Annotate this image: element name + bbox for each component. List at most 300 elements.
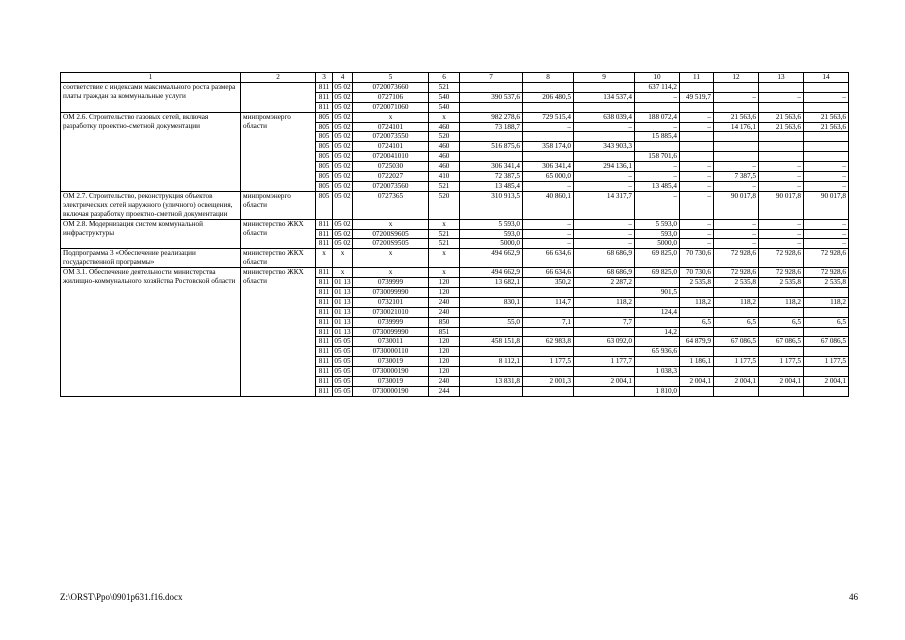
amount-cell — [759, 327, 804, 337]
amount-cell: – — [804, 181, 849, 191]
code-cell: 805 — [316, 162, 333, 172]
amount-cell — [714, 367, 759, 377]
code-cell: 01 13 — [334, 307, 351, 316]
amount-cell: – — [574, 219, 635, 229]
amount-cell: 21 563,6 — [759, 112, 804, 122]
amount-cell: 72 928,6 — [759, 268, 804, 278]
amount-cell — [574, 387, 635, 397]
code-cell: 05 02 — [334, 172, 351, 181]
amount-cell: 21 563,6 — [759, 122, 804, 132]
amount-cell — [680, 82, 714, 92]
amount-cell: 593,0 — [635, 229, 680, 239]
amount-cell: 5000,0 — [460, 239, 523, 249]
column-number-cell: 8 — [523, 73, 574, 83]
code-cell: 05 02 — [334, 102, 351, 111]
code-cell: 811 — [316, 278, 333, 288]
table-row — [61, 219, 849, 229]
amount-cell: – — [714, 239, 759, 249]
column-number-cell: 11 — [680, 73, 714, 83]
amount-cell — [804, 367, 849, 377]
amount-cell: 67 086,5 — [714, 337, 759, 347]
amount-cell: – — [759, 219, 804, 229]
amount-cell: 114,7 — [523, 297, 574, 307]
code-cell: 0730099990 — [353, 287, 429, 297]
code-cell: х — [353, 268, 429, 278]
code-cell: х — [353, 249, 429, 268]
column-number-cell: 2 — [241, 73, 316, 83]
amount-cell — [804, 347, 849, 357]
amount-cell: – — [680, 172, 714, 182]
amount-cell — [574, 132, 635, 142]
code-cell: 540 — [429, 92, 460, 102]
code-cell: 120 — [429, 278, 460, 288]
code-cell: 0732101 — [353, 297, 429, 307]
column-number-cell: 10 — [635, 73, 680, 83]
amount-cell — [680, 142, 714, 152]
amount-cell — [759, 387, 804, 397]
code-cell: 05 02 — [334, 229, 351, 238]
code-cell: 07200S9605 — [353, 229, 429, 239]
amount-cell: 6,5 — [804, 317, 849, 327]
code-cell: х — [333, 249, 353, 268]
amount-cell: 13 682,1 — [460, 278, 523, 288]
footer-file-path: Z:\ORST\Ppo\0901p631.f16.docx — [60, 592, 183, 602]
amount-cell: 7,7 — [574, 317, 635, 327]
measure-name-cell: ОМ 2.7. Строительство, реконструкция объектов электрических сетей наружного (уличного) освещения, включая разработку проектно-сметной документации — [61, 191, 241, 219]
amount-cell: – — [714, 229, 759, 239]
amount-cell — [635, 317, 680, 327]
amount-cell: 390 537,6 — [460, 92, 523, 102]
amount-cell: 2 001,3 — [523, 377, 574, 387]
executor-cell — [241, 82, 316, 112]
code-cell: 811 — [316, 357, 333, 367]
amount-cell: – — [759, 172, 804, 182]
amount-cell: 72 928,6 — [714, 268, 759, 278]
amount-cell: 66 634,6 — [523, 268, 574, 278]
amount-cell — [680, 327, 714, 337]
amount-cell: – — [804, 162, 849, 172]
column-number-cell: 7 — [460, 73, 523, 83]
amount-cell — [759, 152, 804, 162]
amount-cell — [759, 142, 804, 152]
amount-cell: 593,0 — [460, 229, 523, 239]
amount-cell: – — [804, 219, 849, 229]
code-cell: 460 — [429, 162, 460, 172]
amount-cell: 90 017,8 — [714, 191, 759, 219]
code-cell: 805 — [316, 132, 333, 142]
table-row — [61, 249, 849, 268]
code-cell: 05 05 — [334, 357, 351, 366]
amount-cell — [714, 82, 759, 92]
code-cell: 0724101 — [353, 142, 429, 152]
amount-cell: – — [635, 122, 680, 132]
amount-cell — [574, 82, 635, 92]
amount-cell: – — [680, 122, 714, 132]
code-cell: 05 05 — [334, 337, 351, 346]
amount-cell — [523, 132, 574, 142]
amount-cell — [680, 132, 714, 142]
amount-cell: 2 287,2 — [574, 278, 635, 288]
code-cell: 850 — [429, 317, 460, 327]
code-cell: х — [429, 249, 460, 268]
code-cell: 811 — [316, 219, 333, 229]
measure-name-cell: ОМ 3.1. Обеспечение деятельности министерства жилищно-коммунального хозяйства Ростовской области — [61, 268, 241, 397]
amount-cell: 5 593,0 — [460, 219, 523, 229]
page-number: 46 — [849, 592, 858, 602]
amount-cell — [804, 387, 849, 397]
code-cell: 05 02 — [334, 92, 351, 101]
amount-cell — [574, 152, 635, 162]
amount-cell: 7 387,5 — [714, 172, 759, 182]
code-cell: 805 — [316, 112, 333, 122]
amount-cell: 49 519,7 — [680, 92, 714, 102]
amount-cell — [680, 347, 714, 357]
code-cell: 05 02 — [334, 132, 351, 141]
amount-cell: 494 662,9 — [460, 249, 523, 268]
column-number-cell: 9 — [574, 73, 635, 83]
amount-cell: – — [714, 92, 759, 102]
code-cell: 811 — [316, 229, 333, 239]
amount-cell — [804, 152, 849, 162]
amount-cell: 63 092,0 — [574, 337, 635, 347]
code-cell: х — [429, 112, 460, 122]
code-cell: 0739999 — [353, 278, 429, 288]
column-number-cell: 14 — [804, 73, 849, 83]
amount-cell — [523, 327, 574, 337]
column-number-cell: 12 — [714, 73, 759, 83]
table-row — [61, 268, 849, 278]
column-number-cell: 6 — [429, 73, 460, 83]
amount-cell — [759, 367, 804, 377]
amount-cell — [460, 347, 523, 357]
code-cell: 521 — [429, 181, 460, 191]
amount-cell — [523, 152, 574, 162]
amount-cell: – — [574, 122, 635, 132]
amount-cell: 1 177,5 — [804, 357, 849, 367]
amount-cell: 124,4 — [635, 307, 680, 317]
amount-cell: 358 174,0 — [523, 142, 574, 152]
amount-cell: – — [680, 229, 714, 239]
amount-cell — [759, 287, 804, 297]
code-cell: 05 02 — [334, 239, 351, 248]
amount-cell: 2 004,1 — [804, 377, 849, 387]
amount-cell: 2 535,8 — [680, 278, 714, 288]
amount-cell — [635, 357, 680, 367]
amount-cell — [523, 367, 574, 377]
code-cell: 410 — [429, 172, 460, 182]
amount-cell — [680, 287, 714, 297]
amount-cell: – — [574, 239, 635, 249]
amount-cell: – — [680, 162, 714, 172]
amount-cell: – — [714, 219, 759, 229]
amount-cell: 350,2 — [523, 278, 574, 288]
code-cell: 0725030 — [353, 162, 429, 172]
amount-cell: 70 730,6 — [680, 249, 714, 268]
amount-cell: 13 831,8 — [460, 377, 523, 387]
amount-cell — [680, 102, 714, 112]
code-cell: 0724101 — [353, 122, 429, 132]
code-cell: 540 — [429, 102, 460, 112]
column-number-cell: 13 — [759, 73, 804, 83]
code-cell: 811 — [316, 367, 333, 377]
amount-cell: 14,2 — [635, 327, 680, 337]
amount-cell: – — [574, 172, 635, 182]
code-cell: 120 — [429, 347, 460, 357]
amount-cell: 294 136,1 — [574, 162, 635, 172]
amount-cell: – — [635, 191, 680, 219]
amount-cell: – — [523, 219, 574, 229]
amount-cell: – — [759, 239, 804, 249]
code-cell: 05 02 — [334, 162, 351, 171]
code-cell: 240 — [429, 377, 460, 387]
column-number-row — [61, 73, 849, 83]
amount-cell: 1 810,0 — [635, 387, 680, 397]
amount-cell: 72 928,6 — [804, 268, 849, 278]
amount-cell — [460, 387, 523, 397]
code-cell: 521 — [429, 239, 460, 249]
amount-cell: 69 825,0 — [635, 268, 680, 278]
amount-cell — [635, 337, 680, 347]
column-number-cell: 1 — [61, 73, 241, 83]
amount-cell — [523, 82, 574, 92]
code-cell: 05 02 — [334, 82, 351, 91]
amount-cell: 72 928,6 — [759, 249, 804, 268]
amount-cell — [635, 142, 680, 152]
code-cell: 0730000110 — [353, 347, 429, 357]
measure-name-cell: соответствие с индексами максимального роста размера платы граждан за коммунальные услуги — [61, 82, 241, 112]
column-number-cell: 4 — [333, 73, 353, 83]
code-cell: 0730099990 — [353, 327, 429, 337]
amount-cell — [523, 347, 574, 357]
code-cell: 0739999 — [353, 317, 429, 327]
code-cell: 05 02 — [334, 122, 351, 131]
amount-cell — [635, 102, 680, 112]
amount-cell: 13 485,4 — [460, 181, 523, 191]
amount-cell: – — [523, 122, 574, 132]
amount-cell — [759, 347, 804, 357]
amount-cell: 64 879,9 — [680, 337, 714, 347]
amount-cell — [714, 387, 759, 397]
amount-cell — [804, 142, 849, 152]
amount-cell: 13 485,4 — [635, 181, 680, 191]
amount-cell: 516 875,6 — [460, 142, 523, 152]
code-cell: 120 — [429, 287, 460, 297]
amount-cell: 1 186,1 — [680, 357, 714, 367]
code-cell: 811 — [316, 337, 333, 347]
amount-cell — [460, 82, 523, 92]
amount-cell: 68 686,9 — [574, 249, 635, 268]
amount-cell: 638 039,4 — [574, 112, 635, 122]
amount-cell: 66 634,6 — [523, 249, 574, 268]
amount-cell: 206 480,5 — [523, 92, 574, 102]
table-row — [61, 191, 849, 219]
amount-cell: 72 928,6 — [804, 249, 849, 268]
code-cell: 811 — [316, 297, 333, 307]
amount-cell — [804, 82, 849, 92]
code-cell: 05 02 — [334, 219, 351, 228]
code-cell: 05 02 — [334, 181, 351, 190]
amount-cell — [574, 327, 635, 337]
code-cell: 805 — [316, 122, 333, 132]
code-cell: 240 — [429, 307, 460, 317]
amount-cell: 637 114,2 — [635, 82, 680, 92]
amount-cell: 118,2 — [574, 297, 635, 307]
amount-cell — [759, 132, 804, 142]
amount-cell — [523, 287, 574, 297]
amount-cell: 494 662,9 — [460, 268, 523, 278]
code-cell: 521 — [429, 82, 460, 92]
budget-table — [60, 72, 849, 397]
code-cell: 520 — [429, 191, 460, 219]
amount-cell — [574, 307, 635, 317]
amount-cell: 2 004,1 — [680, 377, 714, 387]
code-cell: 05 05 — [334, 367, 351, 376]
code-cell: 811 — [316, 102, 333, 112]
table-row — [61, 82, 849, 92]
amount-cell: – — [523, 229, 574, 239]
code-cell: 805 — [316, 142, 333, 152]
amount-cell: 982 278,6 — [460, 112, 523, 122]
code-cell: 120 — [429, 357, 460, 367]
amount-cell: 2 535,8 — [804, 278, 849, 288]
amount-cell — [574, 347, 635, 357]
amount-cell: 67 086,5 — [759, 337, 804, 347]
amount-cell: 158 701,6 — [635, 152, 680, 162]
amount-cell: – — [680, 181, 714, 191]
amount-cell: 2 535,8 — [759, 278, 804, 288]
code-cell: 240 — [429, 297, 460, 307]
amount-cell: 2 535,8 — [714, 278, 759, 288]
amount-cell — [759, 102, 804, 112]
code-cell: 0730000190 — [353, 387, 429, 397]
amount-cell: 188 072,4 — [635, 112, 680, 122]
code-cell: 0720073660 — [353, 82, 429, 92]
amount-cell — [680, 152, 714, 162]
amount-cell: – — [759, 92, 804, 102]
amount-cell: 8 112,1 — [460, 357, 523, 367]
code-cell: 05 05 — [334, 387, 351, 395]
amount-cell: 118,2 — [804, 297, 849, 307]
amount-cell: 73 188,7 — [460, 122, 523, 132]
amount-cell: – — [714, 162, 759, 172]
amount-cell: 40 860,1 — [523, 191, 574, 219]
amount-cell: 830,1 — [460, 297, 523, 307]
code-cell: 120 — [429, 367, 460, 377]
amount-cell: 7,1 — [523, 317, 574, 327]
amount-cell: 21 563,6 — [714, 112, 759, 122]
amount-cell — [460, 307, 523, 317]
amount-cell: 6,5 — [714, 317, 759, 327]
code-cell: 0730011 — [353, 337, 429, 347]
code-cell: 811 — [316, 239, 333, 249]
amount-cell — [804, 307, 849, 317]
amount-cell — [460, 102, 523, 112]
table-row — [61, 112, 849, 122]
amount-cell: 1 177,5 — [714, 357, 759, 367]
amount-cell — [714, 152, 759, 162]
code-cell: 521 — [429, 229, 460, 239]
amount-cell — [635, 278, 680, 288]
amount-cell — [635, 297, 680, 307]
amount-cell — [460, 152, 523, 162]
executor-cell: министерство ЖКХ области — [241, 268, 316, 397]
amount-cell: 134 537,4 — [574, 92, 635, 102]
code-cell: 805 — [316, 191, 333, 219]
code-cell: 811 — [316, 317, 333, 327]
amount-cell: 55,0 — [460, 317, 523, 327]
amount-cell: 21 563,6 — [804, 122, 849, 132]
code-cell: 05 02 — [333, 191, 353, 219]
executor-cell: минпромэнерго области — [241, 112, 316, 191]
code-cell: 811 — [316, 307, 333, 317]
amount-cell: 72 928,6 — [714, 249, 759, 268]
executor-cell: министерство ЖКХ области — [241, 219, 316, 249]
amount-cell: 118,2 — [714, 297, 759, 307]
amount-cell: – — [804, 229, 849, 239]
code-cell: 05 02 — [334, 112, 351, 121]
code-cell: 01 13 — [334, 287, 351, 296]
amount-cell: – — [523, 239, 574, 249]
amount-cell: – — [680, 191, 714, 219]
code-cell: 01 13 — [334, 317, 351, 326]
code-cell: х — [353, 219, 429, 229]
amount-cell: 5000,0 — [635, 239, 680, 249]
code-cell: 811 — [316, 268, 333, 278]
code-cell: 05 02 — [334, 142, 351, 151]
amount-cell: 14 176,1 — [714, 122, 759, 132]
amount-cell — [523, 307, 574, 317]
amount-cell — [523, 387, 574, 397]
code-cell: 811 — [316, 287, 333, 297]
code-cell: х — [353, 112, 429, 122]
code-cell: х — [429, 219, 460, 229]
code-cell: 811 — [316, 327, 333, 337]
amount-cell — [574, 102, 635, 112]
code-cell: 07200S9505 — [353, 239, 429, 249]
amount-cell: 343 903,3 — [574, 142, 635, 152]
amount-cell: – — [680, 239, 714, 249]
amount-cell: 458 151,8 — [460, 337, 523, 347]
code-cell: 0720073560 — [353, 181, 429, 191]
code-cell: 460 — [429, 122, 460, 132]
amount-cell: – — [635, 172, 680, 182]
executor-cell: министерство ЖКХ области — [241, 249, 316, 268]
amount-cell: – — [759, 229, 804, 239]
code-cell: 460 — [429, 142, 460, 152]
code-cell: 805 — [316, 152, 333, 162]
amount-cell: 90 017,8 — [804, 191, 849, 219]
code-cell: 0730019 — [353, 357, 429, 367]
amount-cell: – — [804, 239, 849, 249]
amount-cell — [574, 287, 635, 297]
code-cell: 01 13 — [334, 327, 351, 336]
amount-cell: 62 983,8 — [523, 337, 574, 347]
amount-cell — [804, 327, 849, 337]
code-cell: х — [316, 249, 333, 268]
amount-cell: 729 515,4 — [523, 112, 574, 122]
code-cell: 805 — [316, 181, 333, 191]
amount-cell — [804, 102, 849, 112]
amount-cell: 2 004,1 — [574, 377, 635, 387]
amount-cell: 70 730,6 — [680, 268, 714, 278]
amount-cell: 68 686,9 — [574, 268, 635, 278]
code-cell: 811 — [316, 82, 333, 92]
amount-cell: – — [759, 162, 804, 172]
amount-cell: 65 936,6 — [635, 347, 680, 357]
code-cell: 120 — [429, 337, 460, 347]
amount-cell: 901,5 — [635, 287, 680, 297]
amount-cell — [804, 287, 849, 297]
